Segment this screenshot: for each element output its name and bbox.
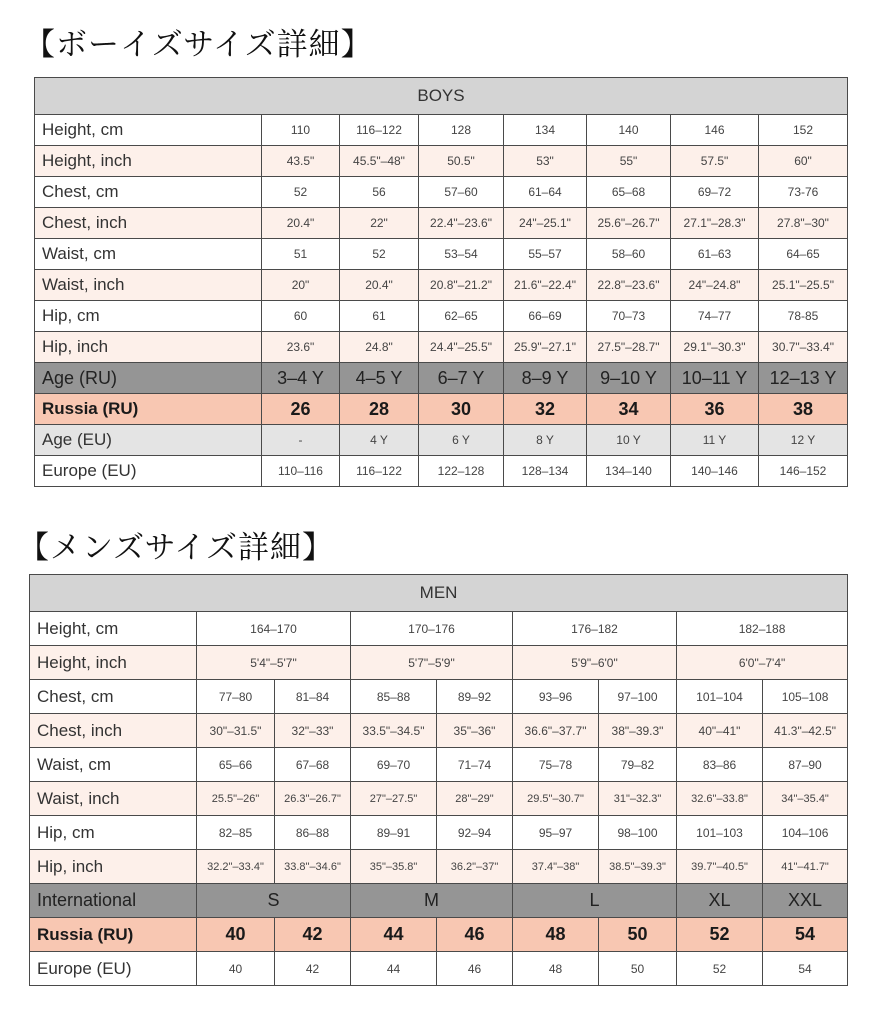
boys-row-europe-eu — [35, 456, 848, 487]
size-cell: 38"–39.3" — [599, 714, 677, 748]
size-cell: 9–10 Y — [587, 363, 671, 394]
size-cell: 54 — [763, 918, 848, 952]
boys-row-chest-inch — [35, 208, 848, 239]
size-cell: 35"–36" — [437, 714, 513, 748]
size-cell: 48 — [513, 952, 599, 986]
men-size-table — [29, 574, 848, 986]
size-cell: 6'0"–7'4" — [677, 646, 848, 680]
size-cell: 24"–24.8" — [671, 270, 759, 301]
size-cell: 101–103 — [677, 816, 763, 850]
size-cell: 81–84 — [275, 680, 351, 714]
size-cell: 25.1"–25.5" — [759, 270, 848, 301]
size-cell: 89–91 — [351, 816, 437, 850]
size-cell: 20.4" — [340, 270, 419, 301]
men-row-chest-inch — [30, 714, 848, 748]
size-cell: M — [351, 884, 513, 918]
size-cell: 3–4 Y — [262, 363, 340, 394]
size-cell: 93–96 — [513, 680, 599, 714]
men-row-hip-inch — [30, 850, 848, 884]
size-cell: 22.4"–23.6" — [419, 208, 504, 239]
row-label: Russia (RU) — [35, 394, 262, 425]
size-cell: 40"–41" — [677, 714, 763, 748]
boys-row-chest-cm — [35, 177, 848, 208]
size-cell: 10–11 Y — [671, 363, 759, 394]
size-cell: 92–94 — [437, 816, 513, 850]
size-cell: S — [197, 884, 351, 918]
size-cell: 61–64 — [504, 177, 587, 208]
size-cell: 48 — [513, 918, 599, 952]
size-cell: 56 — [340, 177, 419, 208]
size-cell: 28 — [340, 394, 419, 425]
size-cell: 22" — [340, 208, 419, 239]
size-cell: 69–70 — [351, 748, 437, 782]
size-cell: 104–106 — [763, 816, 848, 850]
size-cell: 50.5" — [419, 146, 504, 177]
size-cell: 32 — [504, 394, 587, 425]
size-cell: 70–73 — [587, 301, 671, 332]
size-cell: 77–80 — [197, 680, 275, 714]
men-row-international — [30, 884, 848, 918]
size-cell: 6–7 Y — [419, 363, 504, 394]
size-cell: 52 — [340, 239, 419, 270]
size-cell: 8–9 Y — [504, 363, 587, 394]
size-cell: 52 — [677, 918, 763, 952]
size-cell: 58–60 — [587, 239, 671, 270]
size-cell: 85–88 — [351, 680, 437, 714]
size-cell: 21.6"–22.4" — [504, 270, 587, 301]
size-cell: 62–65 — [419, 301, 504, 332]
size-cell: 12–13 Y — [759, 363, 848, 394]
size-cell: 20.4" — [262, 208, 340, 239]
size-cell: 61–63 — [671, 239, 759, 270]
size-cell: 66–69 — [504, 301, 587, 332]
size-cell: 152 — [759, 115, 848, 146]
size-cell: 53–54 — [419, 239, 504, 270]
men-row-chest-cm — [30, 680, 848, 714]
size-cell: 40 — [197, 952, 275, 986]
size-cell: 31"–32.3" — [599, 782, 677, 816]
size-cell: 27.1"–28.3" — [671, 208, 759, 239]
size-cell: 41"–41.7" — [763, 850, 848, 884]
size-cell: 30.7"–33.4" — [759, 332, 848, 363]
size-cell: 60" — [759, 146, 848, 177]
boys-row-waist-cm — [35, 239, 848, 270]
men-row-height-inch — [30, 646, 848, 680]
size-cell: 105–108 — [763, 680, 848, 714]
size-cell: 46 — [437, 918, 513, 952]
boys-row-hip-inch — [35, 332, 848, 363]
boys-size-title: 【ボーイズサイズ詳細】 — [24, 27, 373, 63]
size-cell: 78-85 — [759, 301, 848, 332]
boys-row-hip-cm — [35, 301, 848, 332]
size-cell: 38.5"–39.3" — [599, 850, 677, 884]
size-cell: 40 — [197, 918, 275, 952]
row-label: Waist, cm — [35, 239, 262, 270]
men-header-row — [30, 575, 848, 612]
row-label: International — [30, 884, 197, 918]
size-cell: 23.6" — [262, 332, 340, 363]
size-cell: 97–100 — [599, 680, 677, 714]
size-cell: 82–85 — [197, 816, 275, 850]
size-cell: 50 — [599, 952, 677, 986]
row-label: Europe (EU) — [35, 456, 262, 487]
boys-row-age-ru — [35, 363, 848, 394]
size-cell: 176–182 — [513, 612, 677, 646]
size-cell: 5'7"–5'9" — [351, 646, 513, 680]
size-cell: 28"–29" — [437, 782, 513, 816]
size-cell: 37.4"–38" — [513, 850, 599, 884]
size-cell: 53" — [504, 146, 587, 177]
row-label: Europe (EU) — [30, 952, 197, 986]
size-cell: 33.8"–34.6" — [275, 850, 351, 884]
size-cell: 98–100 — [599, 816, 677, 850]
boys-row-age-eu — [35, 425, 848, 456]
size-cell: 22.8"–23.6" — [587, 270, 671, 301]
size-cell: 110–116 — [262, 456, 340, 487]
row-label: Chest, cm — [30, 680, 197, 714]
row-label: Hip, inch — [35, 332, 262, 363]
size-cell: 4–5 Y — [340, 363, 419, 394]
size-cell: 170–176 — [351, 612, 513, 646]
size-cell: 36.2"–37" — [437, 850, 513, 884]
boys-header-row — [35, 78, 848, 115]
size-cell: 146 — [671, 115, 759, 146]
size-cell: 6 Y — [419, 425, 504, 456]
size-cell: 79–82 — [599, 748, 677, 782]
men-row-height-cm — [30, 612, 848, 646]
row-label: Hip, inch — [30, 850, 197, 884]
size-cell: 182–188 — [677, 612, 848, 646]
men-row-hip-cm — [30, 816, 848, 850]
size-cell: 57–60 — [419, 177, 504, 208]
size-cell: 52 — [677, 952, 763, 986]
size-cell: 30 — [419, 394, 504, 425]
size-cell: 24.8" — [340, 332, 419, 363]
men-row-waist-inch — [30, 782, 848, 816]
row-label: Russia (RU) — [30, 918, 197, 952]
size-cell: XXL — [763, 884, 848, 918]
boys-row-russia-ru — [35, 394, 848, 425]
size-cell: 24"–25.1" — [504, 208, 587, 239]
size-cell: 43.5" — [262, 146, 340, 177]
size-cell: 44 — [351, 952, 437, 986]
size-cell: 86–88 — [275, 816, 351, 850]
size-cell: 164–170 — [197, 612, 351, 646]
size-cell: 41.3"–42.5" — [763, 714, 848, 748]
row-label: Hip, cm — [35, 301, 262, 332]
size-cell: 128 — [419, 115, 504, 146]
size-cell: 61 — [340, 301, 419, 332]
size-cell: 30"–31.5" — [197, 714, 275, 748]
row-label: Chest, cm — [35, 177, 262, 208]
size-cell: 55–57 — [504, 239, 587, 270]
row-label: Age (RU) — [35, 363, 262, 394]
size-cell: 20" — [262, 270, 340, 301]
men-row-europe-eu — [30, 952, 848, 986]
size-cell: 34 — [587, 394, 671, 425]
size-cell: 29.5"–30.7" — [513, 782, 599, 816]
size-cell: 50 — [599, 918, 677, 952]
size-cell: 101–104 — [677, 680, 763, 714]
row-label: Chest, inch — [30, 714, 197, 748]
size-cell: 5'9"–6'0" — [513, 646, 677, 680]
size-cell: 32.2"–33.4" — [197, 850, 275, 884]
row-label: Age (EU) — [35, 425, 262, 456]
size-cell: 89–92 — [437, 680, 513, 714]
row-label: Waist, inch — [35, 270, 262, 301]
size-cell: 140 — [587, 115, 671, 146]
size-cell: 65–68 — [587, 177, 671, 208]
size-cell: 55" — [587, 146, 671, 177]
boys-size-table — [34, 77, 848, 487]
size-cell: 95–97 — [513, 816, 599, 850]
size-cell: 122–128 — [419, 456, 504, 487]
size-cell: - — [262, 425, 340, 456]
size-cell: 8 Y — [504, 425, 587, 456]
size-cell: 32"–33" — [275, 714, 351, 748]
size-cell: 134 — [504, 115, 587, 146]
size-cell: 51 — [262, 239, 340, 270]
size-cell: L — [513, 884, 677, 918]
size-cell: 54 — [763, 952, 848, 986]
size-cell: 33.5"–34.5" — [351, 714, 437, 748]
size-cell: 27.8"–30" — [759, 208, 848, 239]
size-cell: 24.4"–25.5" — [419, 332, 504, 363]
size-cell: 42 — [275, 952, 351, 986]
size-cell: 4 Y — [340, 425, 419, 456]
size-cell: 52 — [262, 177, 340, 208]
size-cell: 128–134 — [504, 456, 587, 487]
size-cell: 38 — [759, 394, 848, 425]
size-cell: 39.7"–40.5" — [677, 850, 763, 884]
row-label: Height, inch — [35, 146, 262, 177]
size-cell: 26 — [262, 394, 340, 425]
men-size-title: 【メンズサイズ詳細】 — [18, 530, 334, 566]
row-label: Chest, inch — [35, 208, 262, 239]
size-cell: 36.6"–37.7" — [513, 714, 599, 748]
size-cell: 44 — [351, 918, 437, 952]
size-cell: 42 — [275, 918, 351, 952]
size-cell: 110 — [262, 115, 340, 146]
size-cell: 29.1"–30.3" — [671, 332, 759, 363]
size-cell: 5'4"–5'7" — [197, 646, 351, 680]
size-cell: 25.6"–26.7" — [587, 208, 671, 239]
size-cell: 12 Y — [759, 425, 848, 456]
boys-row-height-cm — [35, 115, 848, 146]
size-cell: 60 — [262, 301, 340, 332]
size-cell: 32.6"–33.8" — [677, 782, 763, 816]
size-cell: 11 Y — [671, 425, 759, 456]
boys-header: BOYS — [35, 78, 848, 115]
row-label: Hip, cm — [30, 816, 197, 850]
row-label: Height, inch — [30, 646, 197, 680]
size-cell: 20.8"–21.2" — [419, 270, 504, 301]
size-cell: 10 Y — [587, 425, 671, 456]
row-label: Height, cm — [35, 115, 262, 146]
boys-row-height-inch — [35, 146, 848, 177]
size-cell: 26.3"–26.7" — [275, 782, 351, 816]
men-row-russia-ru — [30, 918, 848, 952]
men-header: MEN — [30, 575, 848, 612]
row-label: Height, cm — [30, 612, 197, 646]
size-cell: 140–146 — [671, 456, 759, 487]
size-cell: 83–86 — [677, 748, 763, 782]
row-label: Waist, cm — [30, 748, 197, 782]
men-row-waist-cm — [30, 748, 848, 782]
size-cell: 87–90 — [763, 748, 848, 782]
size-cell: 71–74 — [437, 748, 513, 782]
size-cell: 73-76 — [759, 177, 848, 208]
size-cell: 75–78 — [513, 748, 599, 782]
size-cell: 35"–35.8" — [351, 850, 437, 884]
size-cell: 57.5" — [671, 146, 759, 177]
size-cell: 45.5"–48" — [340, 146, 419, 177]
size-cell: 134–140 — [587, 456, 671, 487]
size-cell: 65–66 — [197, 748, 275, 782]
size-cell: 25.9"–27.1" — [504, 332, 587, 363]
row-label: Waist, inch — [30, 782, 197, 816]
boys-row-waist-inch — [35, 270, 848, 301]
size-cell: 64–65 — [759, 239, 848, 270]
size-cell: 27"–27.5" — [351, 782, 437, 816]
size-cell: 34"–35.4" — [763, 782, 848, 816]
size-cell: 116–122 — [340, 456, 419, 487]
size-cell: XL — [677, 884, 763, 918]
size-cell: 67–68 — [275, 748, 351, 782]
size-cell: 46 — [437, 952, 513, 986]
size-cell: 116–122 — [340, 115, 419, 146]
size-cell: 146–152 — [759, 456, 848, 487]
size-cell: 25.5"–26" — [197, 782, 275, 816]
size-cell: 69–72 — [671, 177, 759, 208]
size-cell: 27.5"–28.7" — [587, 332, 671, 363]
size-cell: 36 — [671, 394, 759, 425]
size-cell: 74–77 — [671, 301, 759, 332]
